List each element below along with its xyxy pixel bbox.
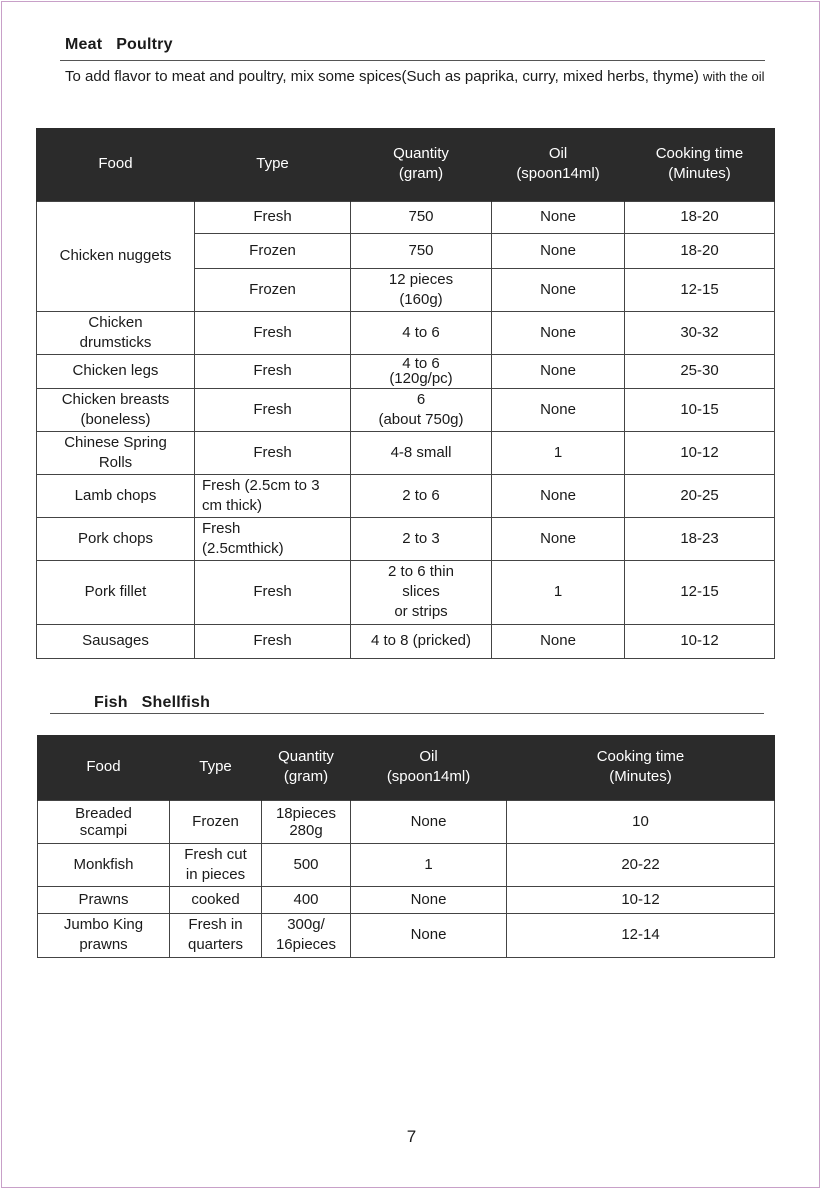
- type-cell: Frozen: [195, 268, 351, 311]
- header-oil: Oil (spoon14ml): [492, 128, 625, 201]
- header-cooking-time: Cooking time (Minutes): [507, 735, 775, 800]
- fish-header-row: [38, 735, 775, 800]
- time-cell: 10-12: [625, 431, 775, 474]
- meat-table: [36, 128, 775, 659]
- fish-table: [37, 735, 775, 958]
- food-cell: Breaded scampi: [38, 800, 170, 843]
- food-cell: Monkfish: [38, 843, 170, 886]
- time-cell: 18-20: [625, 201, 775, 233]
- oil-cell: None: [351, 913, 507, 957]
- oil-cell: None: [351, 886, 507, 913]
- time-cell: 10-15: [625, 388, 775, 431]
- food-cell: Chicken nuggets: [37, 201, 195, 311]
- time-cell: 25-30: [625, 354, 775, 388]
- type-cell: Frozen: [170, 800, 262, 843]
- table-row: [37, 431, 775, 474]
- intro-main: To add flavor to meat and poultry, mix some spices(Such as paprika, curry, mixed herbs, thyme): [65, 68, 699, 85]
- table-row: [37, 388, 775, 431]
- intro-tail: with the oil: [703, 69, 765, 84]
- quantity-cell: 6 (about 750g): [351, 388, 492, 431]
- oil-cell: 1: [492, 431, 625, 474]
- type-cell: Fresh: [195, 560, 351, 624]
- quantity-cell: 300g/ 16pieces: [262, 913, 351, 957]
- type-cell: Frozen: [195, 233, 351, 268]
- time-cell: 10-12: [625, 624, 775, 658]
- meat-header-row: [37, 128, 775, 201]
- oil-cell: 1: [351, 843, 507, 886]
- table-row: [37, 354, 775, 388]
- quantity-cell: 400: [262, 886, 351, 913]
- header-oil: Oil (spoon14ml): [351, 735, 507, 800]
- food-cell: Chicken legs: [37, 354, 195, 388]
- meat-section-title: Meat Poultry: [65, 36, 173, 53]
- header-cooking-time: Cooking time (Minutes): [625, 128, 775, 201]
- type-cell: cooked: [170, 886, 262, 913]
- type-cell: Fresh (2.5cm to 3 cm thick): [195, 474, 351, 517]
- oil-cell: None: [492, 311, 625, 354]
- quantity-cell: 4 to 6 (120g/pc): [351, 354, 492, 388]
- header-food: Food: [38, 735, 170, 800]
- oil-cell: None: [492, 354, 625, 388]
- quantity-cell: 2 to 6: [351, 474, 492, 517]
- food-cell: Pork fillet: [37, 560, 195, 624]
- type-cell: Fresh: [195, 388, 351, 431]
- oil-cell: None: [492, 233, 625, 268]
- food-cell: Chicken drumsticks: [37, 311, 195, 354]
- table-row: [37, 517, 775, 560]
- quantity-cell: 2 to 3: [351, 517, 492, 560]
- table-row: [38, 913, 775, 957]
- oil-cell: 1: [492, 560, 625, 624]
- header-quantity: Quantity (gram): [351, 128, 492, 201]
- header-quantity: Quantity (gram): [262, 735, 351, 800]
- time-cell: 18-20: [625, 233, 775, 268]
- table-row: [37, 311, 775, 354]
- table-row: [38, 843, 775, 886]
- oil-cell: None: [351, 800, 507, 843]
- table-row: [37, 624, 775, 658]
- fish-section-title: Fish Shellfish: [94, 694, 211, 711]
- table-row: [38, 800, 775, 843]
- quantity-cell: 12 pieces (160g): [351, 268, 492, 311]
- fish-title-rule: [50, 713, 764, 714]
- type-cell: Fresh: [195, 354, 351, 388]
- page-number: 7: [406, 1127, 417, 1146]
- type-cell: Fresh: [195, 431, 351, 474]
- oil-cell: None: [492, 268, 625, 311]
- meat-title-rule: [60, 60, 765, 61]
- oil-cell: None: [492, 474, 625, 517]
- meat-intro-text: [65, 66, 770, 87]
- header-type: Type: [195, 128, 351, 201]
- quantity-cell: 2 to 6 thin slices or strips: [351, 560, 492, 624]
- quantity-cell: 18pieces 280g: [262, 800, 351, 843]
- time-cell: 20-25: [625, 474, 775, 517]
- food-cell: Pork chops: [37, 517, 195, 560]
- time-cell: 18-23: [625, 517, 775, 560]
- type-cell: Fresh cut in pieces: [170, 843, 262, 886]
- header-food: Food: [37, 128, 195, 201]
- time-cell: 30-32: [625, 311, 775, 354]
- food-cell: Lamb chops: [37, 474, 195, 517]
- quantity-cell: 4 to 8 (pricked): [351, 624, 492, 658]
- oil-cell: None: [492, 388, 625, 431]
- quantity-cell: 500: [262, 843, 351, 886]
- quantity-cell: 4 to 6: [351, 311, 492, 354]
- header-type: Type: [170, 735, 262, 800]
- oil-cell: None: [492, 201, 625, 233]
- oil-cell: None: [492, 624, 625, 658]
- quantity-cell: 4-8 small: [351, 431, 492, 474]
- food-cell: Sausages: [37, 624, 195, 658]
- time-cell: 12-14: [507, 913, 775, 957]
- table-row: [37, 560, 775, 624]
- time-cell: 12-15: [625, 268, 775, 311]
- table-row: [37, 201, 775, 233]
- food-cell: Jumbo King prawns: [38, 913, 170, 957]
- type-cell: Fresh: [195, 624, 351, 658]
- type-cell: Fresh (2.5cmthick): [195, 517, 351, 560]
- food-cell: Chinese Spring Rolls: [37, 431, 195, 474]
- time-cell: 10: [507, 800, 775, 843]
- type-cell: Fresh in quarters: [170, 913, 262, 957]
- time-cell: 20-22: [507, 843, 775, 886]
- table-row: [37, 474, 775, 517]
- type-cell: Fresh: [195, 201, 351, 233]
- oil-cell: None: [492, 517, 625, 560]
- food-cell: Chicken breasts (boneless): [37, 388, 195, 431]
- quantity-cell: 750: [351, 233, 492, 268]
- time-cell: 12-15: [625, 560, 775, 624]
- table-row: [38, 886, 775, 913]
- type-cell: Fresh: [195, 311, 351, 354]
- food-cell: Prawns: [38, 886, 170, 913]
- quantity-cell: 750: [351, 201, 492, 233]
- time-cell: 10-12: [507, 886, 775, 913]
